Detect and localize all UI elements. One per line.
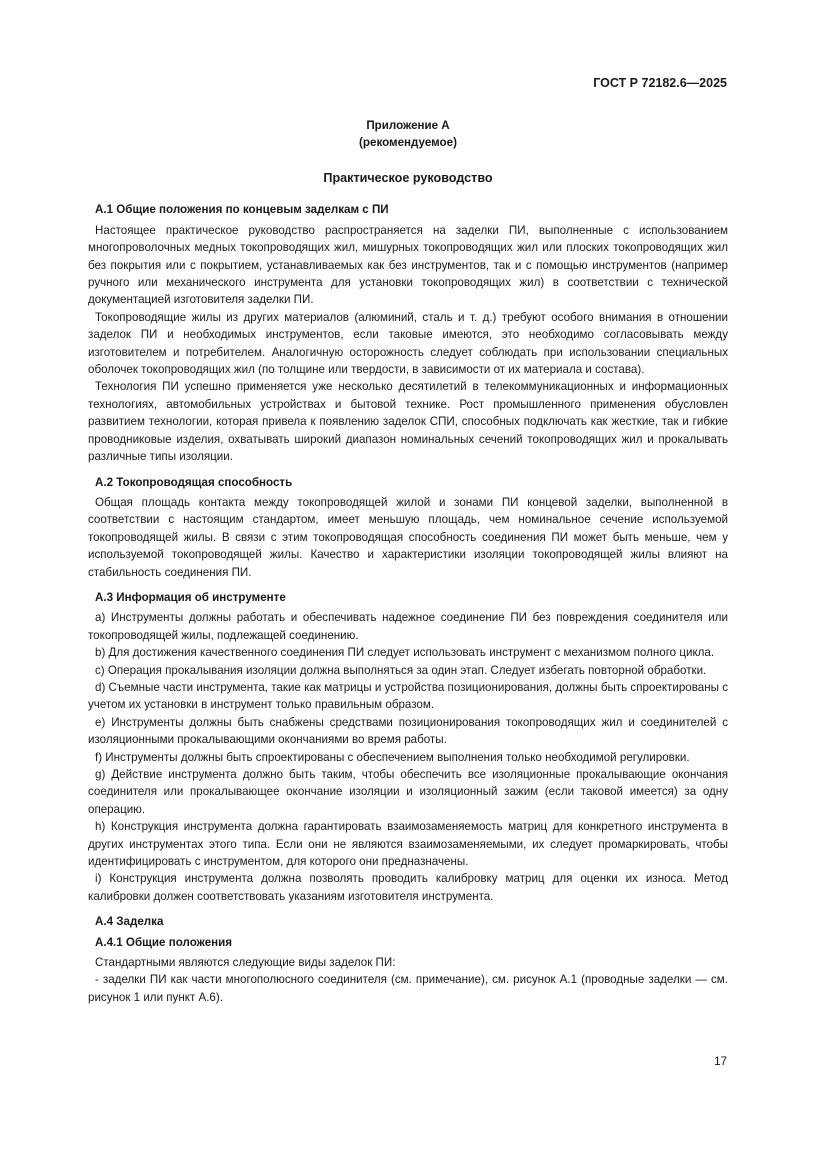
section-a2-heading: А.2 Токопроводящая способность (95, 475, 293, 489)
section-a1-paragraph-3: Технология ПИ успешно применяется уже несколько десятилетий в телекоммуникационных и информационных технологиях, автомобильных устройствах и бытовой технике. Рост промышленного применения обусловлен развитием технологии, которая привела к появлению заделок СПИ, способных подключать как жесткие, так и гибкие проводниковые изделия, охватывать широкий диапазон номинальных сечений токопроводящих жил и прокалывать различные типы изоляции. (88, 380, 728, 464)
list-item-e: e) Инструменты должны быть снабжены средствами позиционирования токопроводящих жил и соединителей с изоляционными прокалывающими окончаниями во время работы. (88, 715, 728, 747)
page-content (88, 117, 728, 1006)
section-a4-paragraph-2: - заделки ПИ как части многополюсного соединителя (см. примечание), см. рисунок А.1 (проводные заделки — см. рисунок 1 или пункт А.6). (88, 973, 728, 1004)
appendix-title: Приложение А (366, 119, 450, 132)
list-item-h: h) Конструкция инструмента должна гарантировать взаимозаменяемость матриц для конкретного инструмента в других инструментах этого типа. Если они не являются взаимозаменяемыми, их следует промаркировать, чтобы идентифицировать с инструментом, для которого они предназначены. (88, 820, 728, 869)
section-a2-paragraph-1: Общая площадь контакта между токопроводящей жилой и зонами ПИ концевой заделки, выполненной в соответствии с настоящим стандартом, имеет меньшую площадь, чем номинальное сечение используемой токопроводящей жилы. В связи с этим токопроводящая способность соединения ПИ может быть меньше, чем у используемой токопроводящей жилы. Качество и характеристики изоляции токопроводящей жилы влияют на стабильность соединения ПИ. (88, 495, 728, 579)
section-a4-paragraph-1: Стандартными являются следующие виды заделок ПИ: (95, 956, 396, 970)
list-item-c: c) Операция прокалывания изоляции должна выполняться за один этап. Следует избегать повторной обработки. (95, 663, 707, 677)
list-item-g: g) Действие инструмента должно быть таким, чтобы обеспечить все изоляционные прокалывающие окончания соединителя или прокалывающее окончание изоляции и изоляционный зажим (если таковой имеется) за одну операцию. (88, 768, 728, 816)
document-code: ГОСТ Р 72182.6—2025 (593, 76, 727, 90)
section-a4-heading: А.4 Заделка (95, 915, 164, 929)
list-item-i: i) Конструкция инструмента должна позволять проводить калибровку матриц для оценки их износа. Метод калибровки должен соответствовать указаниям изготовителя инструмента. (88, 872, 728, 903)
list-item-a: а) Инструменты должны работать и обеспечивать надежное соединение ПИ без повреждения соединителя или токопроводящей жилы, подлежащей соединению. (88, 611, 728, 642)
main-title: Практическое руководство (323, 171, 493, 185)
section-a1-paragraph-2: Токопроводящие жилы из других материалов (алюминий, сталь и т. д.) требуют особого внимания в отношении заделок ПИ и необходимых инструментов, если таковые имеются, это необходимо согласовывать между изготовителем и потребителем. Аналогичную осторожность следует соблюдать при использовании специальных оболочек токопроводящих жил (по толщине или твердости, в зависимости от их материала и состава). (88, 310, 728, 377)
list-item-f: f) Инструменты должны быть спроектированы с обеспечением выполнения только необходимой регулировки. (95, 750, 690, 764)
list-item-d: d) Съемные части инструмента, такие как матрицы и устройства позиционирования, должны быть спроектированы с учетом их установки в инструмент только правильным образом. (88, 680, 728, 712)
section-a1-paragraph-1: Настоящее практическое руководство распространяется на заделки ПИ, выполненные с использованием многопроволочных медных токопроводящих жил, мишурных токопроводящих жил или плоских токопроводящих жил без покрытия или с покрытием, устанавливаемых как без инструментов, так и с помощью инструментов (например ручного или механического инструмента для установки токопроводящих жил) в соответствии с технической документацией изготовителя заделки ПИ. (88, 223, 728, 307)
section-a3-heading: А.3 Информация об инструменте (95, 590, 286, 604)
appendix-subtitle: (рекомендуемое) (359, 136, 457, 149)
section-a41-heading: А.4.1 Общие положения (95, 935, 233, 949)
list-item-b: b) Для достижения качественного соединения ПИ следует использовать инструмент с механизмом полного цикла. (95, 646, 715, 660)
section-a1-heading: А.1 Общие положения по концевым заделкам с ПИ (95, 203, 389, 217)
page-number: 17 (714, 1055, 727, 1068)
